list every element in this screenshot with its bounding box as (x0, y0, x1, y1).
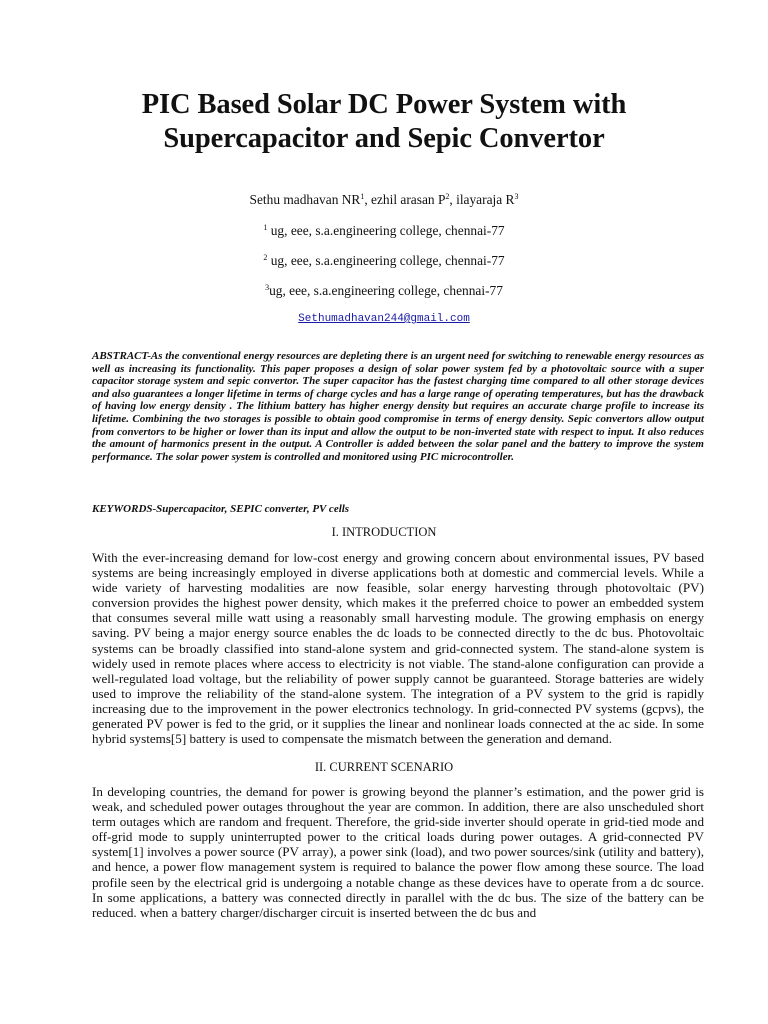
affiliation-3 (0, 283, 768, 299)
email-line (0, 309, 768, 327)
affiliation-1 (0, 223, 768, 239)
title-line-2: Supercapacitor and Sepic Convertor (163, 123, 605, 154)
affiliation-1-sup: 1 (263, 223, 268, 232)
title-line-1: PIC Based Solar DC Power System with (141, 89, 627, 120)
author-2-sup: 2 (445, 192, 450, 201)
paper-title (60, 88, 708, 156)
affiliation-2-sup: 2 (263, 253, 268, 262)
affiliation-2 (0, 253, 768, 269)
section-heading-current-scenario: II. CURRENT SCENARIO (314, 760, 454, 774)
introduction-paragraph: With the ever-increasing demand for low-cost energy and growing concern about environmental issues, PV based systems are being increasingly employed in diverse applications both at domestic and commercial levels. While a wide variety of harvesting modalities are now feasible, solar energy harvesting through photovoltaic (PV) conversion provides the highest power density, which makes it the preferred choice to power an embedded system that consumes several mille watt using a reasonably small harvesting module. The growing emphasis on energy saving. PV being a major energy source enables the dc loads to be connected directly to the dc bus. Photovoltaic systems can be broadly classified into stand-alone system and grid-connected system. The stand-alone system is widely used in remote places where access to electricity is not viable. The stand-alone configuration can provide a well-regulated load voltage, but the reliability of power supply cannot be guaranteed. Storage batteries are widely used to improve the reliability of the stand-alone system. The integration of a PV system to the grid is rapidly increasing due to the improvement in the power electronics technology. In grid-connected PV systems (gcpvs), the generated PV power is fed to the grid, or it supplies the linear and nonlinear loads connected at the ac side. In some hybrid systems[5] battery is used to compensate the mismatch between the generation and demand. (92, 550, 704, 747)
abstract: ABSTRACT-As the conventional energy resources are depleting there is an urgent need for switching to renewable energy resources as well as increasing its functionality. This paper proposes a design of solar power system fed by a photovoltaic source with a super capacitor storage system and sepic convertor. The super capacitor has the fastest charging time compared to all other storage devices and also guarantees a longer lifetime in terms of charge cycles and has a large range of operating temperatures, but has the drawback of having low energy density . The lithium battery has higher energy density but requires an accurate charge profile to increase its lifetime. Combining the two storages is possible to obtain good compromise in terms of energy density. Sepic convertors allow output from convertors to be higher or lower than its input and allow the output to be non-inverted state with respect to input. It also reduces the amount of harmonics present in the output. A Controller is added between the solar panel and the battery to improve the system performance. The solar power system is controlled and monitored using PIC microcontroller. (92, 350, 704, 463)
author-line (0, 192, 768, 208)
current-scenario-paragraph: In developing countries, the demand for power is growing beyond the planner’s estimation, and the power grid is weak, and scheduled power outages throughout the year are common. In addition, there are also unscheduled short term outages which are random and frequent. Therefore, the grid-side inverter should operate in grid-tied mode and off-grid mode to supply uninterrupted power to the critical loads during power outages. A grid-connected PV system[1] involves a power source (PV array), a power sink (load), and two power sources/sink (utility and battery), and hence, a power flow management system is required to balance the power flow among these source. The load profile seen by the electrical grid is undergoing a notable change as these devices have to operate from a dc source. In some applications, a battery was connected directly in parallel with the dc bus. The size of the battery can be reduced. when a battery charger/discharger circuit is inserted between the dc bus and (92, 784, 704, 920)
affiliation-3-text: ug, eee, s.a.engineering college, chennai-77 (269, 283, 503, 298)
author-3: , ilayaraja R (449, 192, 515, 207)
email-link[interactable]: Sethumadhavan244@gmail.com (298, 313, 470, 325)
author-2: , ezhil arasan P (364, 192, 446, 207)
author-1-sup: 1 (360, 192, 365, 201)
keywords: KEYWORDS-Supercapacitor, SEPIC converter, PV cells (92, 503, 350, 515)
affiliation-1-text: ug, eee, s.a.engineering college, chennai-77 (267, 223, 505, 238)
author-1: Sethu madhavan NR (249, 192, 361, 207)
section-heading-introduction: I. INTRODUCTION (331, 525, 437, 539)
affiliation-2-text: ug, eee, s.a.engineering college, chennai-77 (267, 253, 505, 268)
author-3-sup: 3 (514, 192, 519, 201)
affiliation-3-sup: 3 (265, 283, 270, 292)
